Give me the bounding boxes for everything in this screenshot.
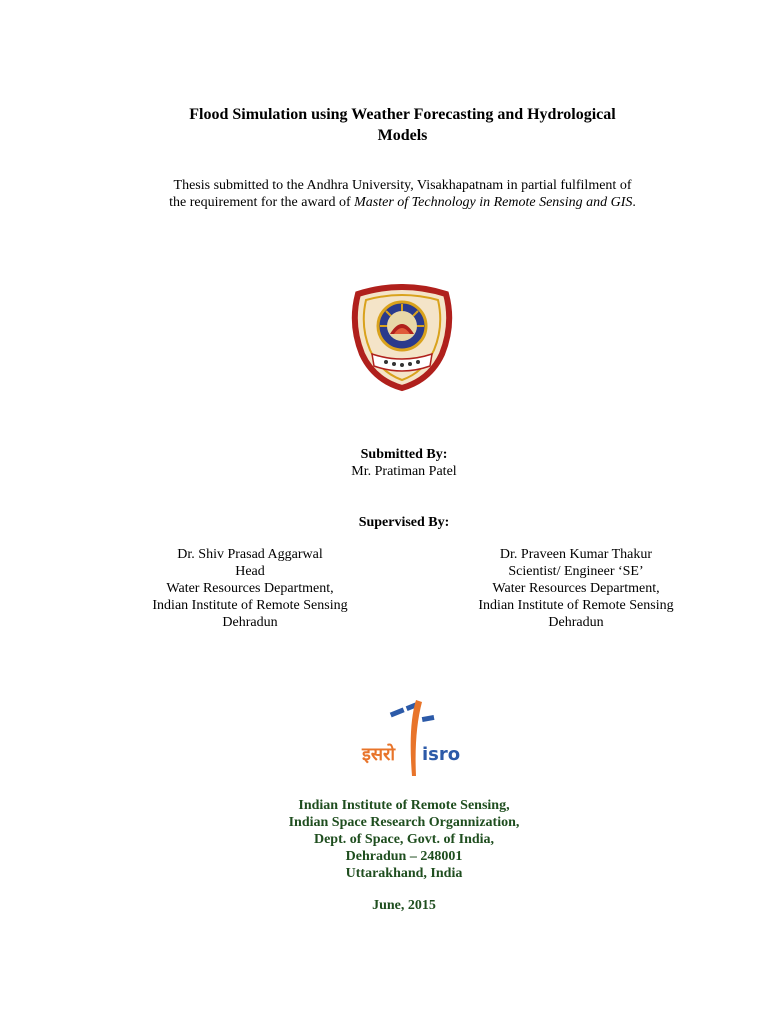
andhra-university-crest-icon bbox=[346, 284, 458, 392]
submission-line-2 bbox=[110, 194, 695, 211]
thesis-title bbox=[110, 104, 695, 146]
institute-address bbox=[200, 797, 608, 882]
thesis-title-line-2: Models bbox=[377, 127, 428, 144]
institute-line: Indian Space Research Organnization, bbox=[288, 815, 520, 830]
supervisor-name: Dr. Praveen Kumar Thakur bbox=[499, 547, 653, 562]
isro-english-text: isro bbox=[422, 744, 461, 765]
supervisor-2 bbox=[456, 546, 696, 631]
submission-line-2-suffix: . bbox=[632, 195, 636, 210]
degree-name: Master of Technology in Remote Sensing and GIS bbox=[354, 195, 633, 210]
supervisor-name: Dr. Shiv Prasad Aggarwal bbox=[177, 547, 323, 562]
supervisor-role: Head bbox=[235, 564, 265, 579]
supervisor-department: Water Resources Department, bbox=[166, 581, 334, 596]
submission-line-1: Thesis submitted to the Andhra University, Visakhapatnam in partial fulfilment of bbox=[173, 178, 632, 193]
supervisor-city: Dehradun bbox=[548, 615, 604, 630]
supervisor-department: Water Resources Department, bbox=[492, 581, 660, 596]
supervised-by-heading: Supervised By: bbox=[358, 515, 450, 530]
supervisor-role: Scientist/ Engineer ‘SE’ bbox=[508, 564, 644, 579]
submission-line-2-prefix: the requirement for the award of bbox=[169, 195, 355, 210]
isro-logo-icon bbox=[356, 696, 468, 782]
supervisor-1 bbox=[130, 546, 370, 631]
student-name: Mr. Pratiman Patel bbox=[351, 464, 457, 479]
institute-line: Uttarakhand, India bbox=[345, 866, 463, 881]
thesis-submission-statement bbox=[110, 177, 695, 211]
submitted-by-section bbox=[200, 446, 608, 480]
institute-line: Dehradun – 248001 bbox=[345, 849, 463, 864]
supervisor-institute: Indian Institute of Remote Sensing bbox=[152, 598, 348, 613]
thesis-title-line-1: Flood Simulation using Weather Forecasting and Hydrological bbox=[189, 106, 616, 123]
supervisor-institute: Indian Institute of Remote Sensing bbox=[478, 598, 674, 613]
supervisor-city: Dehradun bbox=[222, 615, 278, 630]
submitted-by-heading: Submitted By: bbox=[360, 447, 448, 462]
institute-line: Indian Institute of Remote Sensing, bbox=[298, 798, 510, 813]
isro-hindi-text: इसरो bbox=[362, 744, 396, 765]
submission-date: June, 2015 bbox=[372, 898, 436, 913]
institute-line: Dept. of Space, Govt. of India, bbox=[313, 832, 495, 847]
